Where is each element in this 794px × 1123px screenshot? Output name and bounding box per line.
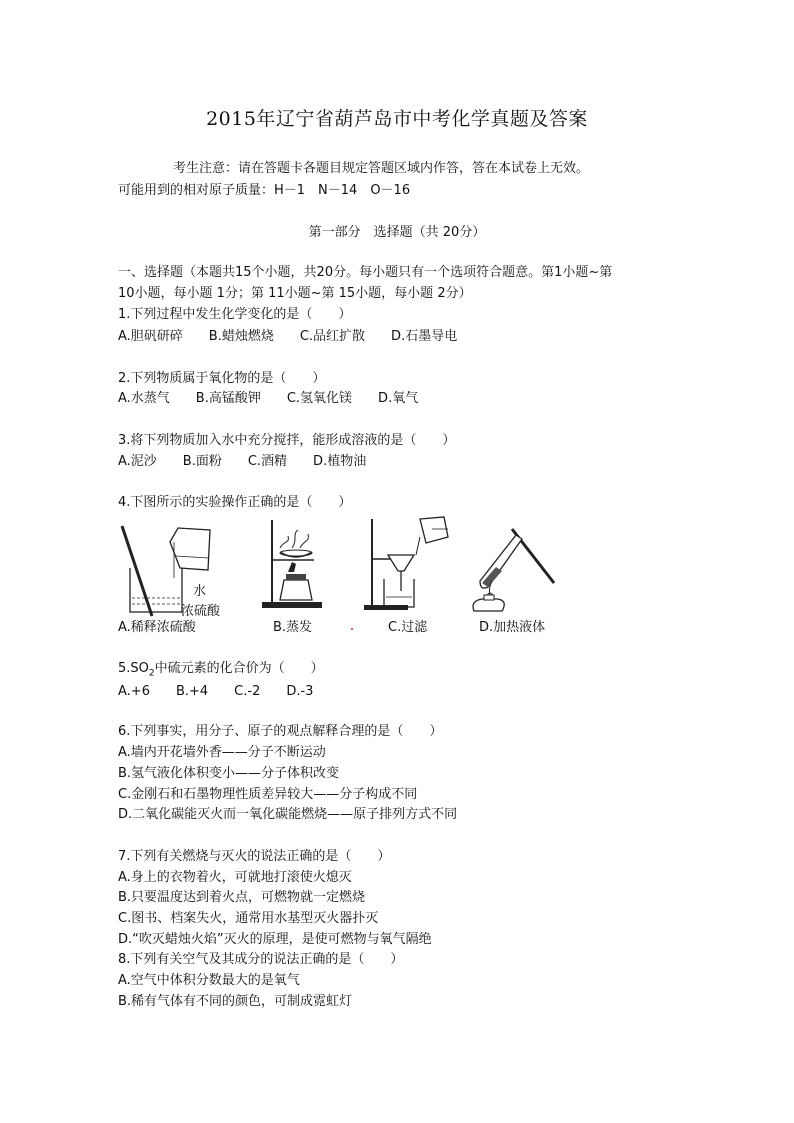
figure-c-filtration (362, 515, 452, 615)
question-7-stem: 7.下列有关燃烧与灭火的说法正确的是（ ） (118, 849, 391, 864)
question-3-options: A.泥沙 B.面粉 C.酒精 D.植物油 (118, 454, 367, 469)
stray-dot (351, 628, 353, 630)
question-6-option-d: D.二氧化碳能灭火而一氧化碳能燃烧——原子排列方式不同 (118, 807, 458, 822)
part1-heading: 第一部分 选择题（共 20分） (308, 225, 486, 240)
question-6-option-c: C.金刚石和石墨物理性质差异较大——分子构成不同 (118, 787, 418, 802)
question-1-options: A.胆矾研碎 B.蜡烛燃烧 C.品红扩散 D.石墨导电 (118, 329, 458, 344)
instructions-line-1: 一、选择题（本题共15个小题，共20分。每小题只有一个选项符合题意。第1小题~第 (118, 265, 613, 280)
figure-b-caption: B.蒸发 (273, 620, 313, 635)
exam-notice: 考生注意：请在答题卡各题目规定答题区域内作答，答在本试卷上无效。 (173, 161, 590, 176)
question-3-stem: 3.将下列物质加入水中充分搅拌，能形成溶液的是（ ） (118, 433, 456, 448)
question-1-stem: 1.下列过程中发生化学变化的是（ ） (118, 307, 352, 322)
figure-a-caption: A.稀释浓硫酸 (118, 620, 196, 635)
question-6-option-b: B.氢气液化体积变小——分子体积改变 (118, 766, 340, 781)
question-8-option-a: A.空气中体积分数最大的是氧气 (118, 973, 300, 988)
question-5-subscript: 2 (148, 668, 155, 679)
atomic-mass-line: 可能用到的相对原子质量：H－1 N－14 O－16 (118, 183, 411, 198)
question-6-stem: 6.下列事实，用分子、原子的观点解释合理的是（ ） (118, 724, 443, 739)
figure-d-heating-liquid (466, 525, 556, 615)
page-title: 2015年辽宁省葫芦岛市中考化学真题及答案 (206, 108, 588, 130)
question-5-stem-prefix: 5.SO (118, 661, 149, 676)
question-5-stem-suffix: 中硫元素的化合价为（ ） (154, 661, 324, 676)
figure-c-caption: C.过滤 (388, 620, 428, 635)
question-2-options: A.水蒸气 B.高锰酸钾 C.氢氧化镁 D.氧气 (118, 391, 419, 406)
question-5-options: A.+6 B.+4 C.-2 D.-3 (118, 684, 314, 699)
question-4-stem: 4.下图所示的实验操作正确的是（ ） (118, 495, 352, 510)
question-7-option-b: B.只要温度达到着火点，可燃物就一定燃烧 (118, 890, 366, 905)
figure-b-evaporation (258, 518, 330, 610)
figure-a-label-water: 水 (193, 584, 207, 599)
question-7-option-c: C.图书、档案失火，通常用水基型灭火器扑灭 (118, 911, 379, 926)
question-7-option-a: A.身上的衣物着火，可就地打滚使火熄灭 (118, 870, 352, 885)
question-2-stem: 2.下列物质属于氧化物的是（ ） (118, 371, 326, 386)
question-8-option-b: B.稀有气体有不同的颜色，可制成霓虹灯 (118, 994, 353, 1009)
question-5-stem (118, 660, 324, 683)
question-6-option-a: A.墙内开花墙外香——分子不断运动 (118, 745, 326, 760)
figure-a-label-acid: 浓硫酸 (181, 604, 221, 619)
instructions-line-2: 10小题，每小题 1分；第 11小题~第 15小题，每小题 2分） (118, 286, 472, 301)
question-7-option-d: D.“吹灭蜡烛火焰”灭火的原理，是使可燃物与氧气隔绝 (118, 932, 432, 947)
question-8-stem: 8.下列有关空气及其成分的说法正确的是（ ） (118, 952, 404, 967)
figure-d-caption: D.加热液体 (479, 620, 546, 635)
